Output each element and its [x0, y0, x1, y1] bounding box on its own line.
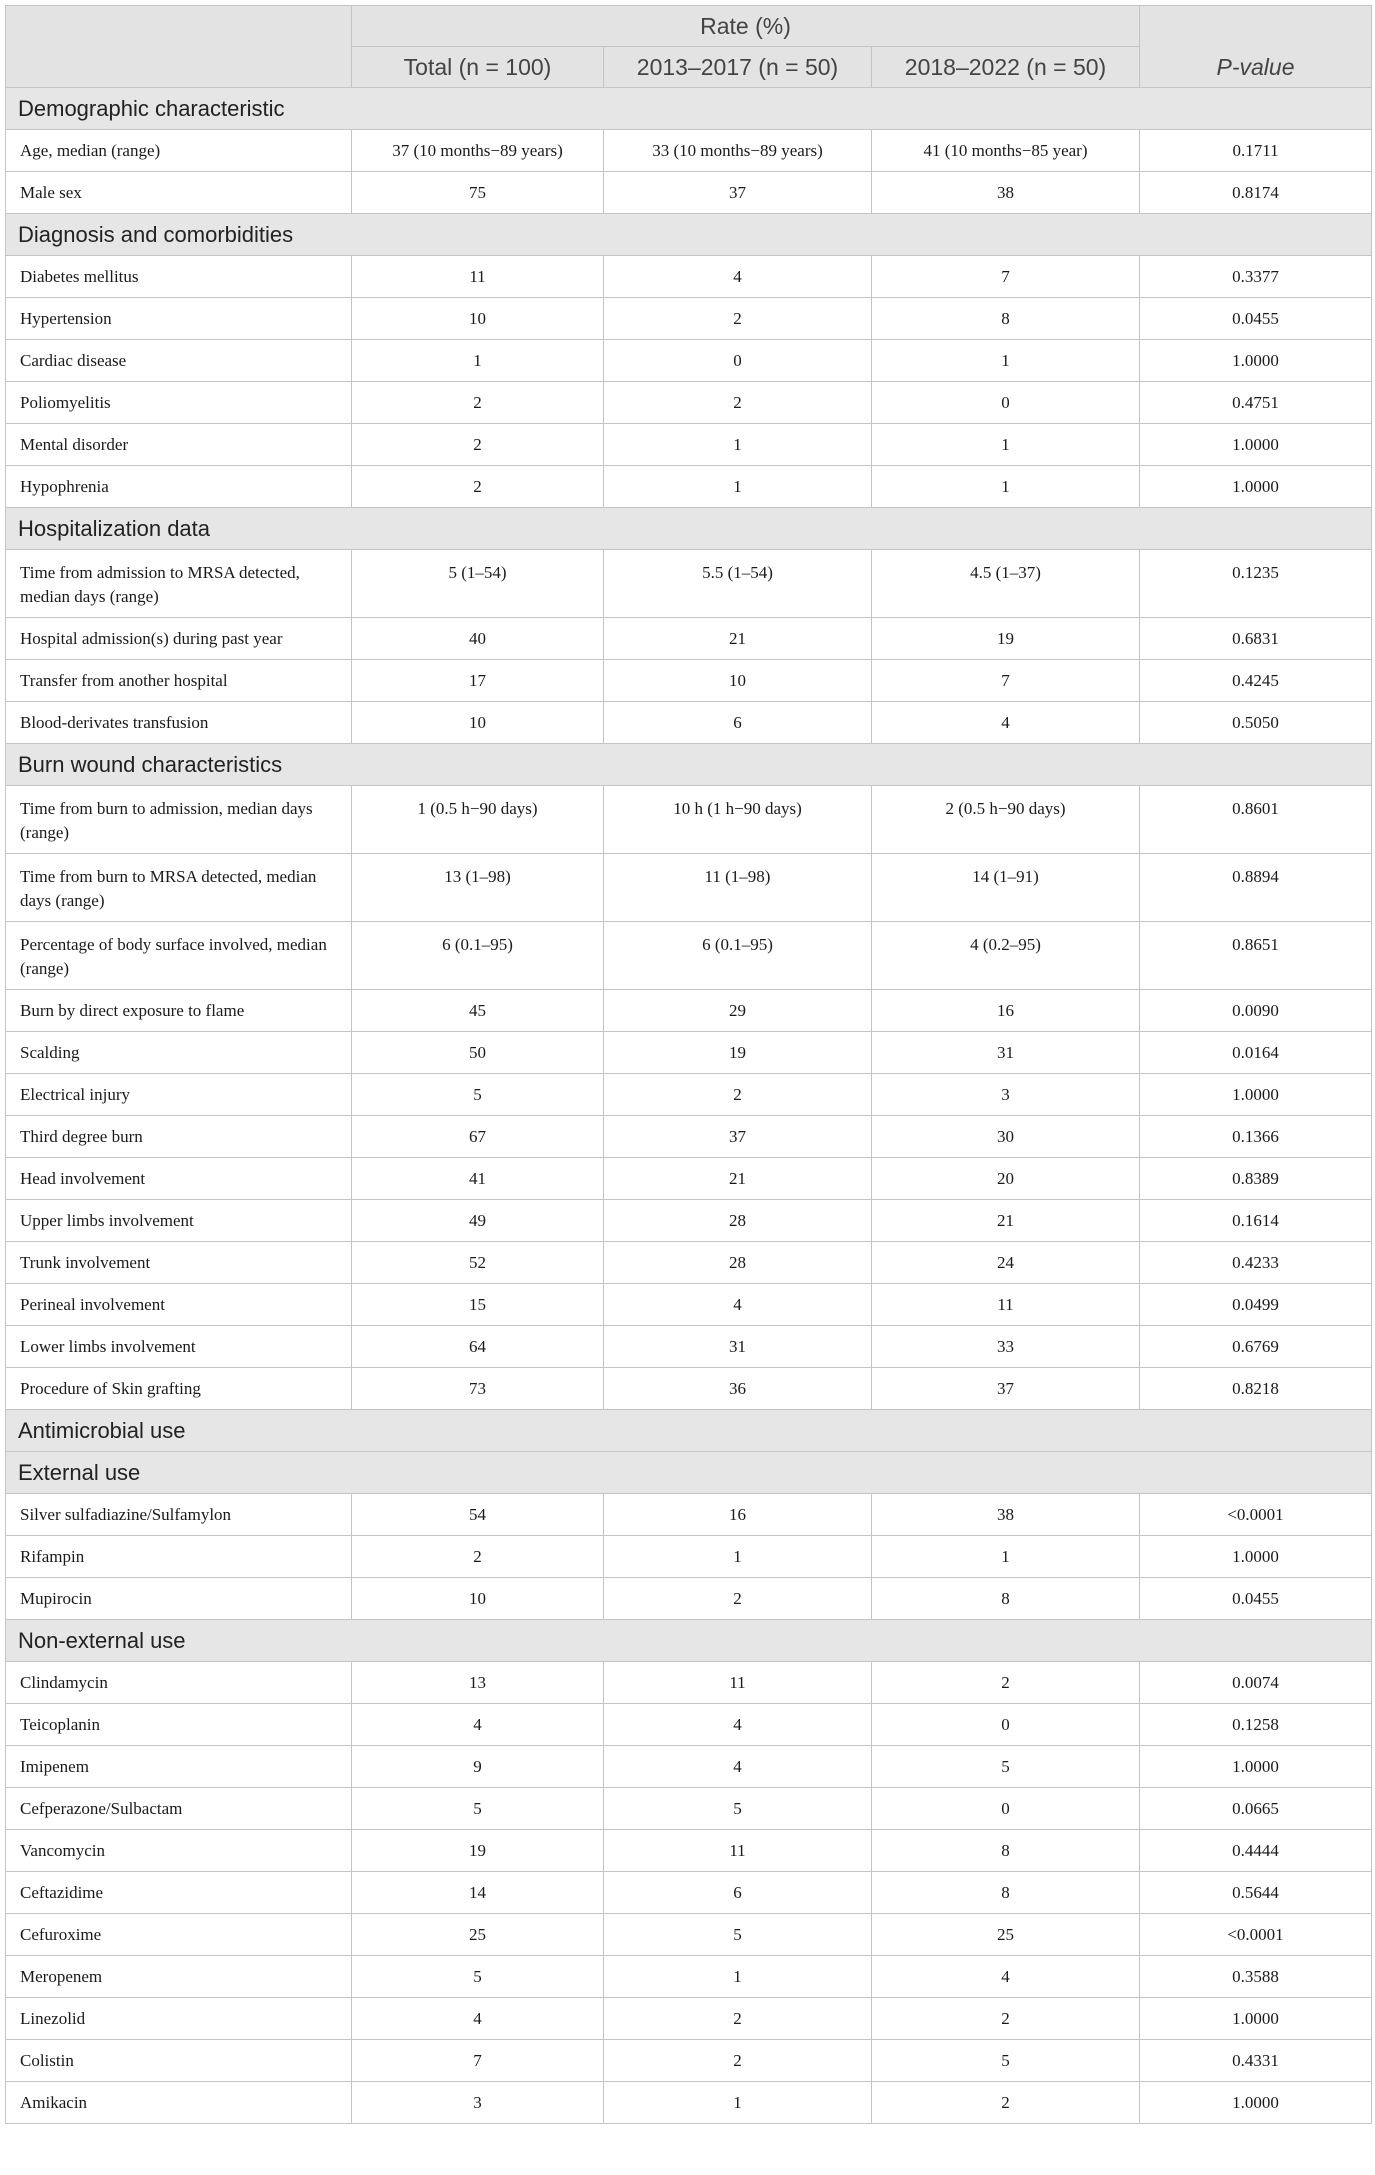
section-header-row [6, 214, 1372, 256]
cell-pvalue: 0.0090 [1140, 990, 1372, 1032]
cell-2013-2017: 21 [604, 618, 872, 660]
section-title: Burn wound characteristics [6, 744, 1372, 786]
cell-2018-2022: 0 [872, 1704, 1140, 1746]
section-header-row [6, 508, 1372, 550]
table-row [6, 1914, 1372, 1956]
cell-2013-2017: 4 [604, 1746, 872, 1788]
row-label: Meropenem [6, 1956, 352, 1998]
table-row [6, 1662, 1372, 1704]
cell-2013-2017: 4 [604, 1704, 872, 1746]
row-label: Time from burn to admission, median days (range) [6, 786, 352, 854]
row-label: Rifampin [6, 1536, 352, 1578]
cell-2013-2017: 5.5 (1–54) [604, 550, 872, 618]
cell-total: 11 [352, 256, 604, 298]
cell-total: 50 [352, 1032, 604, 1074]
table-body [6, 88, 1372, 2124]
cell-2013-2017: 2 [604, 1074, 872, 1116]
table-row [6, 1956, 1372, 1998]
cell-2018-2022: 38 [872, 1494, 1140, 1536]
cell-total: 2 [352, 382, 604, 424]
section-header-row [6, 1410, 1372, 1452]
table-row [6, 1116, 1372, 1158]
table-row [6, 1158, 1372, 1200]
section-title: Non-external use [6, 1620, 1372, 1662]
cell-2018-2022: 16 [872, 990, 1140, 1032]
cell-2018-2022: 5 [872, 2040, 1140, 2082]
cell-pvalue: 1.0000 [1140, 1746, 1372, 1788]
table-row [6, 382, 1372, 424]
cell-total: 10 [352, 298, 604, 340]
row-label: Transfer from another hospital [6, 660, 352, 702]
cell-total: 13 (1–98) [352, 854, 604, 922]
cell-2013-2017: 6 (0.1–95) [604, 922, 872, 990]
cell-total: 75 [352, 172, 604, 214]
table-row [6, 298, 1372, 340]
cell-2013-2017: 6 [604, 702, 872, 744]
cell-2013-2017: 2 [604, 1998, 872, 2040]
row-label: Male sex [6, 172, 352, 214]
cell-pvalue: 0.4331 [1140, 2040, 1372, 2082]
table-row [6, 786, 1372, 854]
cell-pvalue: 1.0000 [1140, 2082, 1372, 2124]
cell-2013-2017: 28 [604, 1200, 872, 1242]
table-row [6, 922, 1372, 990]
row-label: Cardiac disease [6, 340, 352, 382]
cell-pvalue: 0.0455 [1140, 1578, 1372, 1620]
table-row [6, 256, 1372, 298]
cell-2018-2022: 7 [872, 256, 1140, 298]
table-row [6, 1872, 1372, 1914]
cell-2013-2017: 28 [604, 1242, 872, 1284]
cell-2013-2017: 2 [604, 298, 872, 340]
header-period-2018-2022: 2018–2022 (n = 50) [872, 47, 1140, 88]
cell-pvalue: 0.6769 [1140, 1326, 1372, 1368]
row-label: Percentage of body surface involved, median (range) [6, 922, 352, 990]
cell-2018-2022: 41 (10 months−85 year) [872, 130, 1140, 172]
table-row [6, 1242, 1372, 1284]
cell-2018-2022: 0 [872, 382, 1140, 424]
cell-2013-2017: 11 [604, 1662, 872, 1704]
section-header-row [6, 744, 1372, 786]
cell-2018-2022: 3 [872, 1074, 1140, 1116]
cell-pvalue: 0.4245 [1140, 660, 1372, 702]
row-label: Cefuroxime [6, 1914, 352, 1956]
table-row [6, 1494, 1372, 1536]
row-label: Head involvement [6, 1158, 352, 1200]
table-row [6, 1368, 1372, 1410]
section-title: External use [6, 1452, 1372, 1494]
cell-total: 19 [352, 1830, 604, 1872]
cell-2018-2022: 4 [872, 702, 1140, 744]
cell-2018-2022: 1 [872, 340, 1140, 382]
cell-pvalue: 0.0499 [1140, 1284, 1372, 1326]
table-row [6, 702, 1372, 744]
cell-pvalue: 0.0164 [1140, 1032, 1372, 1074]
cell-total: 37 (10 months−89 years) [352, 130, 604, 172]
row-label: Perineal involvement [6, 1284, 352, 1326]
cell-2018-2022: 4.5 (1–37) [872, 550, 1140, 618]
cell-2013-2017: 5 [604, 1914, 872, 1956]
cell-total: 13 [352, 1662, 604, 1704]
cell-2018-2022: 2 (0.5 h−90 days) [872, 786, 1140, 854]
cell-total: 5 [352, 1074, 604, 1116]
cell-2013-2017: 11 [604, 1830, 872, 1872]
table-row [6, 466, 1372, 508]
table-row [6, 1536, 1372, 1578]
cell-pvalue: <0.0001 [1140, 1914, 1372, 1956]
table-row [6, 1746, 1372, 1788]
row-label: Hypertension [6, 298, 352, 340]
cell-2013-2017: 37 [604, 1116, 872, 1158]
row-label: Linezolid [6, 1998, 352, 2040]
cell-2018-2022: 20 [872, 1158, 1140, 1200]
cell-2013-2017: 2 [604, 2040, 872, 2082]
cell-total: 17 [352, 660, 604, 702]
cell-2018-2022: 4 [872, 1956, 1140, 1998]
row-label: Procedure of Skin grafting [6, 1368, 352, 1410]
cell-pvalue: 0.6831 [1140, 618, 1372, 660]
cell-total: 1 (0.5 h−90 days) [352, 786, 604, 854]
cell-total: 6 (0.1–95) [352, 922, 604, 990]
cell-total: 2 [352, 466, 604, 508]
cell-2018-2022: 8 [872, 1872, 1140, 1914]
row-label: Vancomycin [6, 1830, 352, 1872]
cell-2018-2022: 25 [872, 1914, 1140, 1956]
cell-pvalue: 0.1258 [1140, 1704, 1372, 1746]
section-header-row [6, 88, 1372, 130]
cell-total: 45 [352, 990, 604, 1032]
table-row [6, 1032, 1372, 1074]
cell-pvalue: 1.0000 [1140, 424, 1372, 466]
header-pvalue-label: P-value [1216, 54, 1295, 80]
cell-pvalue: 1.0000 [1140, 340, 1372, 382]
cell-total: 67 [352, 1116, 604, 1158]
cell-2013-2017: 11 (1–98) [604, 854, 872, 922]
cell-2013-2017: 4 [604, 256, 872, 298]
cell-2013-2017: 1 [604, 1536, 872, 1578]
cell-2018-2022: 19 [872, 618, 1140, 660]
table-row [6, 1830, 1372, 1872]
row-label: Poliomyelitis [6, 382, 352, 424]
cell-pvalue: 0.8389 [1140, 1158, 1372, 1200]
cell-pvalue: 0.1711 [1140, 130, 1372, 172]
cell-pvalue: 0.4444 [1140, 1830, 1372, 1872]
cell-2018-2022: 33 [872, 1326, 1140, 1368]
row-label: Third degree burn [6, 1116, 352, 1158]
cell-2013-2017: 1 [604, 2082, 872, 2124]
row-label: Ceftazidime [6, 1872, 352, 1914]
cell-pvalue: 0.1614 [1140, 1200, 1372, 1242]
cell-total: 1 [352, 340, 604, 382]
row-label: Blood-derivates transfusion [6, 702, 352, 744]
row-label: Trunk involvement [6, 1242, 352, 1284]
cell-pvalue: 1.0000 [1140, 1074, 1372, 1116]
cell-pvalue: 0.8601 [1140, 786, 1372, 854]
row-label: Time from burn to MRSA detected, median days (range) [6, 854, 352, 922]
row-label: Burn by direct exposure to flame [6, 990, 352, 1032]
row-label: Hospital admission(s) during past year [6, 618, 352, 660]
cell-pvalue: 0.0074 [1140, 1662, 1372, 1704]
row-label: Age, median (range) [6, 130, 352, 172]
cell-2018-2022: 1 [872, 466, 1140, 508]
cell-2018-2022: 30 [872, 1116, 1140, 1158]
row-label: Clindamycin [6, 1662, 352, 1704]
cell-pvalue: 0.4233 [1140, 1242, 1372, 1284]
cell-total: 52 [352, 1242, 604, 1284]
table-row [6, 550, 1372, 618]
cell-2013-2017: 37 [604, 172, 872, 214]
cell-total: 5 [352, 1788, 604, 1830]
cell-total: 41 [352, 1158, 604, 1200]
cell-2018-2022: 2 [872, 1998, 1140, 2040]
cell-2018-2022: 5 [872, 1746, 1140, 1788]
cell-total: 73 [352, 1368, 604, 1410]
table-row [6, 424, 1372, 466]
cell-pvalue: 0.3377 [1140, 256, 1372, 298]
cell-pvalue: 1.0000 [1140, 466, 1372, 508]
cell-2013-2017: 6 [604, 1872, 872, 1914]
cell-pvalue: 0.8218 [1140, 1368, 1372, 1410]
section-title: Hospitalization data [6, 508, 1372, 550]
cell-2013-2017: 21 [604, 1158, 872, 1200]
section-title: Antimicrobial use [6, 1410, 1372, 1452]
header-pvalue [1140, 6, 1372, 88]
cell-2013-2017: 5 [604, 1788, 872, 1830]
cell-2018-2022: 31 [872, 1032, 1140, 1074]
table-row [6, 130, 1372, 172]
cell-2013-2017: 1 [604, 466, 872, 508]
cell-total: 25 [352, 1914, 604, 1956]
cell-pvalue: 0.3588 [1140, 1956, 1372, 1998]
cell-total: 10 [352, 1578, 604, 1620]
section-title: Diagnosis and comorbidities [6, 214, 1372, 256]
cell-2013-2017: 29 [604, 990, 872, 1032]
table-row [6, 618, 1372, 660]
table-row [6, 1074, 1372, 1116]
section-header-row [6, 1620, 1372, 1662]
cell-2018-2022: 24 [872, 1242, 1140, 1284]
cell-2018-2022: 38 [872, 172, 1140, 214]
table-row [6, 990, 1372, 1032]
header-rate: Rate (%) [352, 6, 1140, 47]
cell-total: 5 (1–54) [352, 550, 604, 618]
header-period-2013-2017: 2013–2017 (n = 50) [604, 47, 872, 88]
table-row [6, 2040, 1372, 2082]
row-label: Mupirocin [6, 1578, 352, 1620]
table-row [6, 854, 1372, 922]
cell-total: 9 [352, 1746, 604, 1788]
data-table [5, 5, 1372, 2124]
cell-pvalue: 1.0000 [1140, 1998, 1372, 2040]
row-label: Hypophrenia [6, 466, 352, 508]
cell-total: 5 [352, 1956, 604, 1998]
cell-total: 7 [352, 2040, 604, 2082]
cell-pvalue: 0.8894 [1140, 854, 1372, 922]
row-label: Scalding [6, 1032, 352, 1074]
table-row [6, 1788, 1372, 1830]
cell-total: 2 [352, 1536, 604, 1578]
row-label: Colistin [6, 2040, 352, 2082]
table-row [6, 1326, 1372, 1368]
table-row [6, 172, 1372, 214]
cell-total: 15 [352, 1284, 604, 1326]
cell-total: 54 [352, 1494, 604, 1536]
cell-2013-2017: 1 [604, 424, 872, 466]
cell-2013-2017: 4 [604, 1284, 872, 1326]
table-row [6, 1578, 1372, 1620]
row-label: Lower limbs involvement [6, 1326, 352, 1368]
table-container [5, 5, 1371, 2124]
cell-pvalue: 0.4751 [1140, 382, 1372, 424]
cell-2013-2017: 2 [604, 382, 872, 424]
table-row [6, 1998, 1372, 2040]
row-label: Silver sulfadiazine/Sulfamylon [6, 1494, 352, 1536]
table-row [6, 1284, 1372, 1326]
cell-2013-2017: 10 [604, 660, 872, 702]
cell-total: 64 [352, 1326, 604, 1368]
header-total: Total (n = 100) [352, 47, 604, 88]
row-label: Cefperazone/Sulbactam [6, 1788, 352, 1830]
cell-2013-2017: 36 [604, 1368, 872, 1410]
cell-2013-2017: 1 [604, 1956, 872, 1998]
cell-2018-2022: 2 [872, 2082, 1140, 2124]
cell-2013-2017: 16 [604, 1494, 872, 1536]
row-label: Teicoplanin [6, 1704, 352, 1746]
cell-total: 2 [352, 424, 604, 466]
cell-2018-2022: 2 [872, 1662, 1140, 1704]
cell-pvalue: 0.1235 [1140, 550, 1372, 618]
cell-total: 40 [352, 618, 604, 660]
cell-2013-2017: 10 h (1 h−90 days) [604, 786, 872, 854]
row-label: Upper limbs involvement [6, 1200, 352, 1242]
table-row [6, 340, 1372, 382]
cell-pvalue: 0.8174 [1140, 172, 1372, 214]
cell-2018-2022: 8 [872, 1578, 1140, 1620]
table-header [6, 6, 1372, 88]
cell-pvalue: 0.8651 [1140, 922, 1372, 990]
row-label: Diabetes mellitus [6, 256, 352, 298]
cell-2018-2022: 7 [872, 660, 1140, 702]
cell-pvalue: 0.5050 [1140, 702, 1372, 744]
cell-total: 3 [352, 2082, 604, 2124]
cell-total: 10 [352, 702, 604, 744]
cell-pvalue: 0.1366 [1140, 1116, 1372, 1158]
table-row [6, 1704, 1372, 1746]
section-title: Demographic characteristic [6, 88, 1372, 130]
row-label: Electrical injury [6, 1074, 352, 1116]
cell-2013-2017: 2 [604, 1578, 872, 1620]
cell-total: 14 [352, 1872, 604, 1914]
row-label: Imipenem [6, 1746, 352, 1788]
cell-2018-2022: 1 [872, 424, 1140, 466]
row-label: Mental disorder [6, 424, 352, 466]
cell-2013-2017: 31 [604, 1326, 872, 1368]
cell-2013-2017: 0 [604, 340, 872, 382]
cell-2018-2022: 37 [872, 1368, 1140, 1410]
cell-2018-2022: 4 (0.2–95) [872, 922, 1140, 990]
cell-total: 4 [352, 1998, 604, 2040]
cell-2018-2022: 1 [872, 1536, 1140, 1578]
cell-pvalue: 0.0455 [1140, 298, 1372, 340]
section-header-row [6, 1452, 1372, 1494]
cell-2018-2022: 11 [872, 1284, 1140, 1326]
header-empty-cell [6, 6, 352, 88]
cell-pvalue: 0.5644 [1140, 1872, 1372, 1914]
cell-2018-2022: 8 [872, 298, 1140, 340]
table-row [6, 2082, 1372, 2124]
cell-2018-2022: 21 [872, 1200, 1140, 1242]
row-label: Amikacin [6, 2082, 352, 2124]
cell-2018-2022: 0 [872, 1788, 1140, 1830]
cell-2018-2022: 8 [872, 1830, 1140, 1872]
cell-pvalue: 1.0000 [1140, 1536, 1372, 1578]
row-label: Time from admission to MRSA detected, median days (range) [6, 550, 352, 618]
cell-pvalue: <0.0001 [1140, 1494, 1372, 1536]
cell-2018-2022: 14 (1–91) [872, 854, 1140, 922]
table-row [6, 1200, 1372, 1242]
cell-pvalue: 0.0665 [1140, 1788, 1372, 1830]
table-row [6, 660, 1372, 702]
cell-total: 49 [352, 1200, 604, 1242]
cell-total: 4 [352, 1704, 604, 1746]
cell-2013-2017: 19 [604, 1032, 872, 1074]
cell-2013-2017: 33 (10 months−89 years) [604, 130, 872, 172]
